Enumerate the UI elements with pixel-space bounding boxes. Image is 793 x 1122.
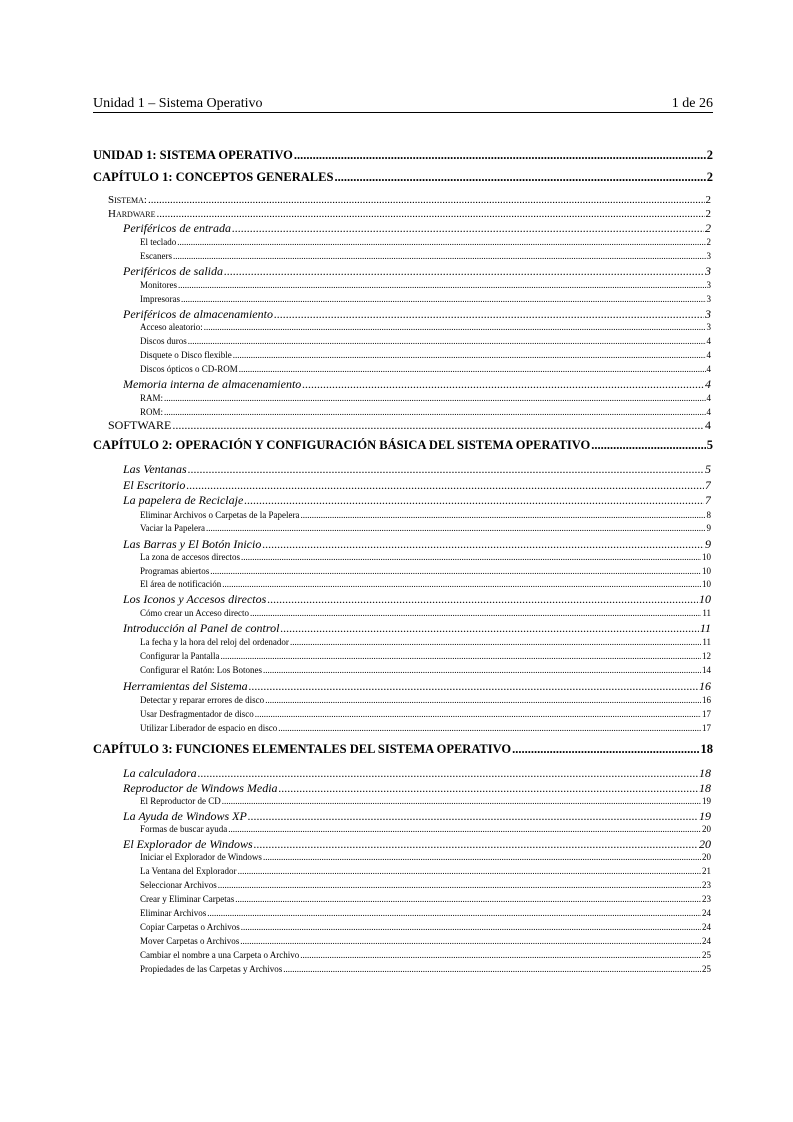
toc-entry-page: 2 <box>705 222 711 235</box>
toc-entry-label: El Reproductor de CD <box>140 796 221 806</box>
toc-entry-label: Crear y Eliminar Carpetas <box>140 894 235 904</box>
toc-entry[interactable] <box>108 419 711 432</box>
toc-entry[interactable] <box>140 695 711 706</box>
toc-entry-page: 20 <box>702 824 711 834</box>
toc-entry-label: Periféricos de entrada <box>123 222 231 235</box>
toc-entry-page: 17 <box>702 723 711 733</box>
toc-entry-label: Utilizar Liberador de espacio en disco <box>140 723 278 733</box>
toc-entry-page: 5 <box>705 463 711 476</box>
toc-entry-label: UNIDAD 1: SISTEMA OPERATIVO <box>93 148 293 162</box>
toc-dot-leader <box>210 566 701 577</box>
toc-entry-page: 24 <box>702 936 711 946</box>
toc-entry-label: Disquete o Disco flexible <box>140 350 232 360</box>
toc-entry[interactable] <box>123 463 711 476</box>
toc-entry-label: Discos ópticos o CD-ROM <box>140 364 238 374</box>
toc-entry-label: Introducción al Panel de control <box>123 622 280 635</box>
toc-entry-label: El área de notificación <box>140 579 222 589</box>
toc-entry[interactable] <box>140 364 711 375</box>
toc-entry-page: 24 <box>702 922 711 932</box>
toc-entry-page: 4 <box>706 393 711 403</box>
toc-entry-label: El teclado <box>140 237 177 247</box>
toc-entry-label: Configurar la Pantalla <box>140 651 220 661</box>
toc-entry-label: Vaciar la Papelera <box>140 523 205 533</box>
toc-entry[interactable] <box>140 510 711 521</box>
toc-entry[interactable] <box>123 378 711 391</box>
toc-entry[interactable] <box>140 322 711 333</box>
toc-entry-label: Monitores <box>140 280 177 290</box>
toc-dot-leader <box>244 494 704 507</box>
toc-dot-leader <box>283 964 701 975</box>
toc-entry[interactable] <box>108 208 711 220</box>
toc-entry[interactable] <box>123 308 711 321</box>
toc-entry-label: Acceso aleatorio: <box>140 322 203 332</box>
toc-dot-leader <box>274 308 704 321</box>
toc-entry-page: 23 <box>702 894 711 904</box>
toc-dot-leader <box>263 852 701 863</box>
toc-entry-page: 3 <box>706 322 711 332</box>
toc-entry[interactable] <box>123 222 711 235</box>
toc-entry-page: 24 <box>702 908 711 918</box>
toc-dot-leader <box>262 538 704 551</box>
toc-entry-label: CAPÍTULO 2: OPERACIÓN Y CONFIGURACIÓN BÁSICA DEL SISTEMA OPERATIVO <box>93 438 591 452</box>
toc-dot-leader <box>232 222 704 235</box>
toc-entry-label: Detectar y reparar errores de disco <box>140 695 265 705</box>
toc-entry-label: CAPÍTULO 1: CONCEPTOS GENERALES <box>93 170 334 184</box>
toc-entry-label: Periféricos de salida <box>123 265 223 278</box>
toc-entry-page: 20 <box>699 838 711 851</box>
toc-entry-page: 16 <box>699 680 711 693</box>
toc-entry[interactable] <box>140 407 711 418</box>
toc-entry-page: 19 <box>699 810 711 823</box>
toc-entry[interactable] <box>140 796 711 807</box>
toc-entry[interactable] <box>140 280 711 291</box>
toc-entry[interactable] <box>140 552 711 563</box>
toc-dot-leader <box>265 695 701 706</box>
toc-entry-label: Sistema: <box>108 194 147 206</box>
toc-entry[interactable] <box>123 810 711 823</box>
toc-dot-leader <box>248 810 698 823</box>
toc-dot-leader <box>591 438 705 452</box>
toc-entry-page: 25 <box>702 964 711 974</box>
toc-entry[interactable] <box>140 880 711 891</box>
toc-entry-page: 11 <box>702 637 711 647</box>
toc-entry-label: El Explorador de Windows <box>123 838 253 851</box>
toc-entry-label: La calculadora <box>123 767 197 780</box>
toc-entry-page: 2 <box>705 194 711 206</box>
toc-entry-label: RAM: <box>140 393 164 403</box>
toc-entry-page: 5 <box>706 438 713 452</box>
toc-entry-label: Hardware <box>108 208 156 220</box>
toc-entry[interactable] <box>140 566 711 577</box>
toc-dot-leader <box>267 593 698 606</box>
toc-entry[interactable] <box>140 665 711 676</box>
toc-entry[interactable] <box>140 393 711 404</box>
toc-entry[interactable] <box>123 782 711 795</box>
toc-entry[interactable] <box>140 608 711 619</box>
toc-entry[interactable] <box>140 251 711 262</box>
toc-entry-page: 18 <box>700 742 713 756</box>
toc-dot-leader <box>240 936 701 947</box>
toc-entry-page: 18 <box>699 767 711 780</box>
toc-dot-leader <box>204 322 706 333</box>
toc-entry[interactable] <box>140 350 711 361</box>
toc-entry-label: Cambiar el nombre a una Carpeta o Archivo <box>140 950 300 960</box>
toc-entry-label: Herramientas del Sistema <box>123 680 248 693</box>
toc-entry-page: 3 <box>706 251 711 261</box>
toc-dot-leader <box>181 294 706 305</box>
toc-dot-leader <box>222 579 701 590</box>
toc-entry-label: Memoria interna de almacenamiento <box>123 378 302 391</box>
toc-entry-page: 25 <box>702 950 711 960</box>
toc-entry[interactable] <box>108 194 711 206</box>
toc-entry[interactable] <box>93 438 713 452</box>
toc-entry[interactable] <box>140 964 711 975</box>
toc-entry[interactable] <box>123 538 711 551</box>
toc-dot-leader <box>239 364 706 375</box>
toc-entry-label: Las Barras y El Botón Inicio <box>123 538 262 551</box>
toc-entry-label: Periféricos de almacenamiento <box>123 308 273 321</box>
toc-dot-leader <box>279 782 698 795</box>
toc-entry-label: Reproductor de Windows Media <box>123 782 278 795</box>
page-header <box>93 96 713 113</box>
toc-entry[interactable] <box>140 523 711 534</box>
toc-dot-leader <box>263 665 701 676</box>
toc-entry-label: Cómo crear un Acceso directo <box>140 608 249 618</box>
toc-entry[interactable] <box>123 494 711 507</box>
toc-entry[interactable] <box>140 950 711 961</box>
toc-entry-page: 2 <box>706 148 713 162</box>
toc-dot-leader <box>148 194 705 206</box>
toc-entry[interactable] <box>140 579 711 590</box>
toc-dot-leader <box>177 237 705 248</box>
toc-entry-label: Escaners <box>140 251 172 261</box>
toc-entry-page: 8 <box>706 510 711 520</box>
toc-entry[interactable] <box>123 265 711 278</box>
page-indicator: 1 de 26 <box>671 96 713 111</box>
toc-dot-leader <box>512 742 699 756</box>
toc-dot-leader <box>300 950 701 961</box>
toc-dot-leader <box>172 419 704 432</box>
toc-dot-leader <box>255 709 701 720</box>
toc-entry-label: El Escritorio <box>123 479 186 492</box>
toc-dot-leader <box>218 880 701 891</box>
toc-dot-leader <box>206 523 706 534</box>
toc-entry[interactable] <box>140 894 711 905</box>
toc-entry[interactable] <box>140 651 711 662</box>
toc-dot-leader <box>249 680 698 693</box>
toc-dot-leader <box>238 866 701 877</box>
toc-entry-page: 9 <box>705 538 711 551</box>
toc-entry-page: 14 <box>702 665 711 675</box>
toc-entry-page: 7 <box>705 494 711 507</box>
document-title: Unidad 1 – Sistema Operativo <box>93 96 263 111</box>
toc-dot-leader <box>164 407 705 418</box>
toc-dot-leader <box>188 463 704 476</box>
toc-dot-leader <box>250 608 701 619</box>
toc-entry-page: 10 <box>702 552 711 562</box>
toc-entry-page: 16 <box>702 695 711 705</box>
toc-entry[interactable] <box>140 709 711 720</box>
toc-dot-leader <box>278 723 701 734</box>
toc-entry-label: CAPÍTULO 3: FUNCIONES ELEMENTALES DEL SISTEMA OPERATIVO <box>93 742 512 756</box>
toc-entry[interactable] <box>140 294 711 305</box>
toc-entry-page: 21 <box>702 866 711 876</box>
toc-entry-label: Eliminar Archivos o Carpetas de la Papelera <box>140 510 300 520</box>
toc-dot-leader <box>254 838 698 851</box>
toc-entry-page: 12 <box>702 651 711 661</box>
toc-entry-page: 4 <box>706 350 711 360</box>
toc-entry-label: La fecha y la hora del reloj del ordenador <box>140 637 289 647</box>
toc-entry-page: 11 <box>699 622 711 635</box>
toc-entry-page: 2 <box>706 170 713 184</box>
toc-entry-page: 17 <box>702 709 711 719</box>
toc-entry-page: 3 <box>705 265 711 278</box>
toc-entry-label: Propiedades de las Carpetas y Archivos <box>140 964 283 974</box>
toc-dot-leader <box>334 170 705 184</box>
toc-dot-leader <box>294 148 706 162</box>
toc-entry[interactable] <box>140 637 711 648</box>
toc-entry[interactable] <box>123 838 711 851</box>
toc-entry-page: 10 <box>702 566 711 576</box>
toc-entry-label: Usar Desfragmentador de disco <box>140 709 254 719</box>
toc-entry-label: La zona de accesos directos <box>140 552 240 562</box>
toc-entry-page: 7 <box>705 479 711 492</box>
toc-dot-leader <box>224 265 704 278</box>
toc-entry-page: 4 <box>706 364 711 374</box>
toc-entry-page: 4 <box>706 336 711 346</box>
toc-entry-label: Mover Carpetas o Archivos <box>140 936 240 946</box>
toc-entry[interactable] <box>140 237 711 248</box>
toc-entry-page: 2 <box>705 208 711 220</box>
toc-entry[interactable] <box>93 742 713 756</box>
toc-entry-label: Seleccionar Archivos <box>140 880 217 890</box>
toc-dot-leader <box>186 479 704 492</box>
toc-entry-label: Impresoras <box>140 294 180 304</box>
toc-dot-leader <box>157 208 705 220</box>
toc-dot-leader <box>302 378 704 391</box>
toc-entry[interactable] <box>93 170 713 184</box>
toc-entry-label: Las Ventanas <box>123 463 187 476</box>
toc-entry-page: 19 <box>702 796 711 806</box>
toc-dot-leader <box>280 622 698 635</box>
toc-entry-page: 18 <box>699 782 711 795</box>
toc-dot-leader <box>241 922 701 933</box>
toc-entry[interactable] <box>140 824 711 835</box>
toc-entry-page: 20 <box>702 852 711 862</box>
toc-entry-label: Formas de buscar ayuda <box>140 824 228 834</box>
toc-dot-leader <box>290 637 701 648</box>
toc-entry-page: 4 <box>706 407 711 417</box>
toc-entry-page: 10 <box>699 593 711 606</box>
toc-dot-leader <box>241 552 701 563</box>
toc-dot-leader <box>233 350 706 361</box>
toc-entry-page: 4 <box>705 419 711 432</box>
toc-entry[interactable] <box>123 479 711 492</box>
toc-entry-label: ROM: <box>140 407 164 417</box>
toc-dot-leader <box>300 510 705 521</box>
toc-entry-label: Los Iconos y Accesos directos <box>123 593 267 606</box>
toc-entry-page: 23 <box>702 880 711 890</box>
toc-entry-page: 3 <box>706 280 711 290</box>
toc-entry-label: Eliminar Archivos <box>140 908 207 918</box>
toc-dot-leader <box>198 767 698 780</box>
toc-entry[interactable] <box>123 622 711 635</box>
toc-entry-label: La Ventana del Explorador <box>140 866 237 876</box>
toc-entry[interactable] <box>93 148 713 162</box>
toc-entry-label: SOFTWARE <box>108 419 172 432</box>
toc-entry[interactable] <box>140 922 711 933</box>
toc-entry-page: 3 <box>705 308 711 321</box>
toc-dot-leader <box>220 651 701 662</box>
toc-entry[interactable] <box>140 336 711 347</box>
toc-entry[interactable] <box>140 866 711 877</box>
toc-entry-page: 2 <box>706 237 711 247</box>
toc-entry-label: Configurar el Ratón: Los Botones <box>140 665 262 675</box>
toc-dot-leader <box>207 908 701 919</box>
toc-entry[interactable] <box>123 767 711 780</box>
toc-entry[interactable] <box>123 593 711 606</box>
toc-entry-label: Programas abiertos <box>140 566 210 576</box>
toc-dot-leader <box>164 393 705 404</box>
toc-entry-page: 11 <box>702 608 711 618</box>
toc-entry-label: Iniciar el Explorador de Windows <box>140 852 262 862</box>
toc-dot-leader <box>235 894 701 905</box>
toc-entry[interactable] <box>140 723 711 734</box>
toc-entry-page: 3 <box>706 294 711 304</box>
toc-entry[interactable] <box>140 936 711 947</box>
toc-entry-label: Discos duros <box>140 336 187 346</box>
toc-entry-page: 4 <box>705 378 711 391</box>
toc-entry-label: La Ayuda de Windows XP <box>123 810 247 823</box>
toc-dot-leader <box>222 796 701 807</box>
toc-entry[interactable] <box>140 908 711 919</box>
toc-entry-label: Copiar Carpetas o Archivos <box>140 922 240 932</box>
toc-entry[interactable] <box>123 680 711 693</box>
toc-dot-leader <box>228 824 701 835</box>
toc-dot-leader <box>188 336 706 347</box>
toc-dot-leader <box>178 280 706 291</box>
toc-entry-page: 9 <box>706 523 711 533</box>
toc-dot-leader <box>173 251 706 262</box>
toc-entry[interactable] <box>140 852 711 863</box>
toc-entry-page: 10 <box>702 579 711 589</box>
toc-entry-label: La papelera de Reciclaje <box>123 494 244 507</box>
